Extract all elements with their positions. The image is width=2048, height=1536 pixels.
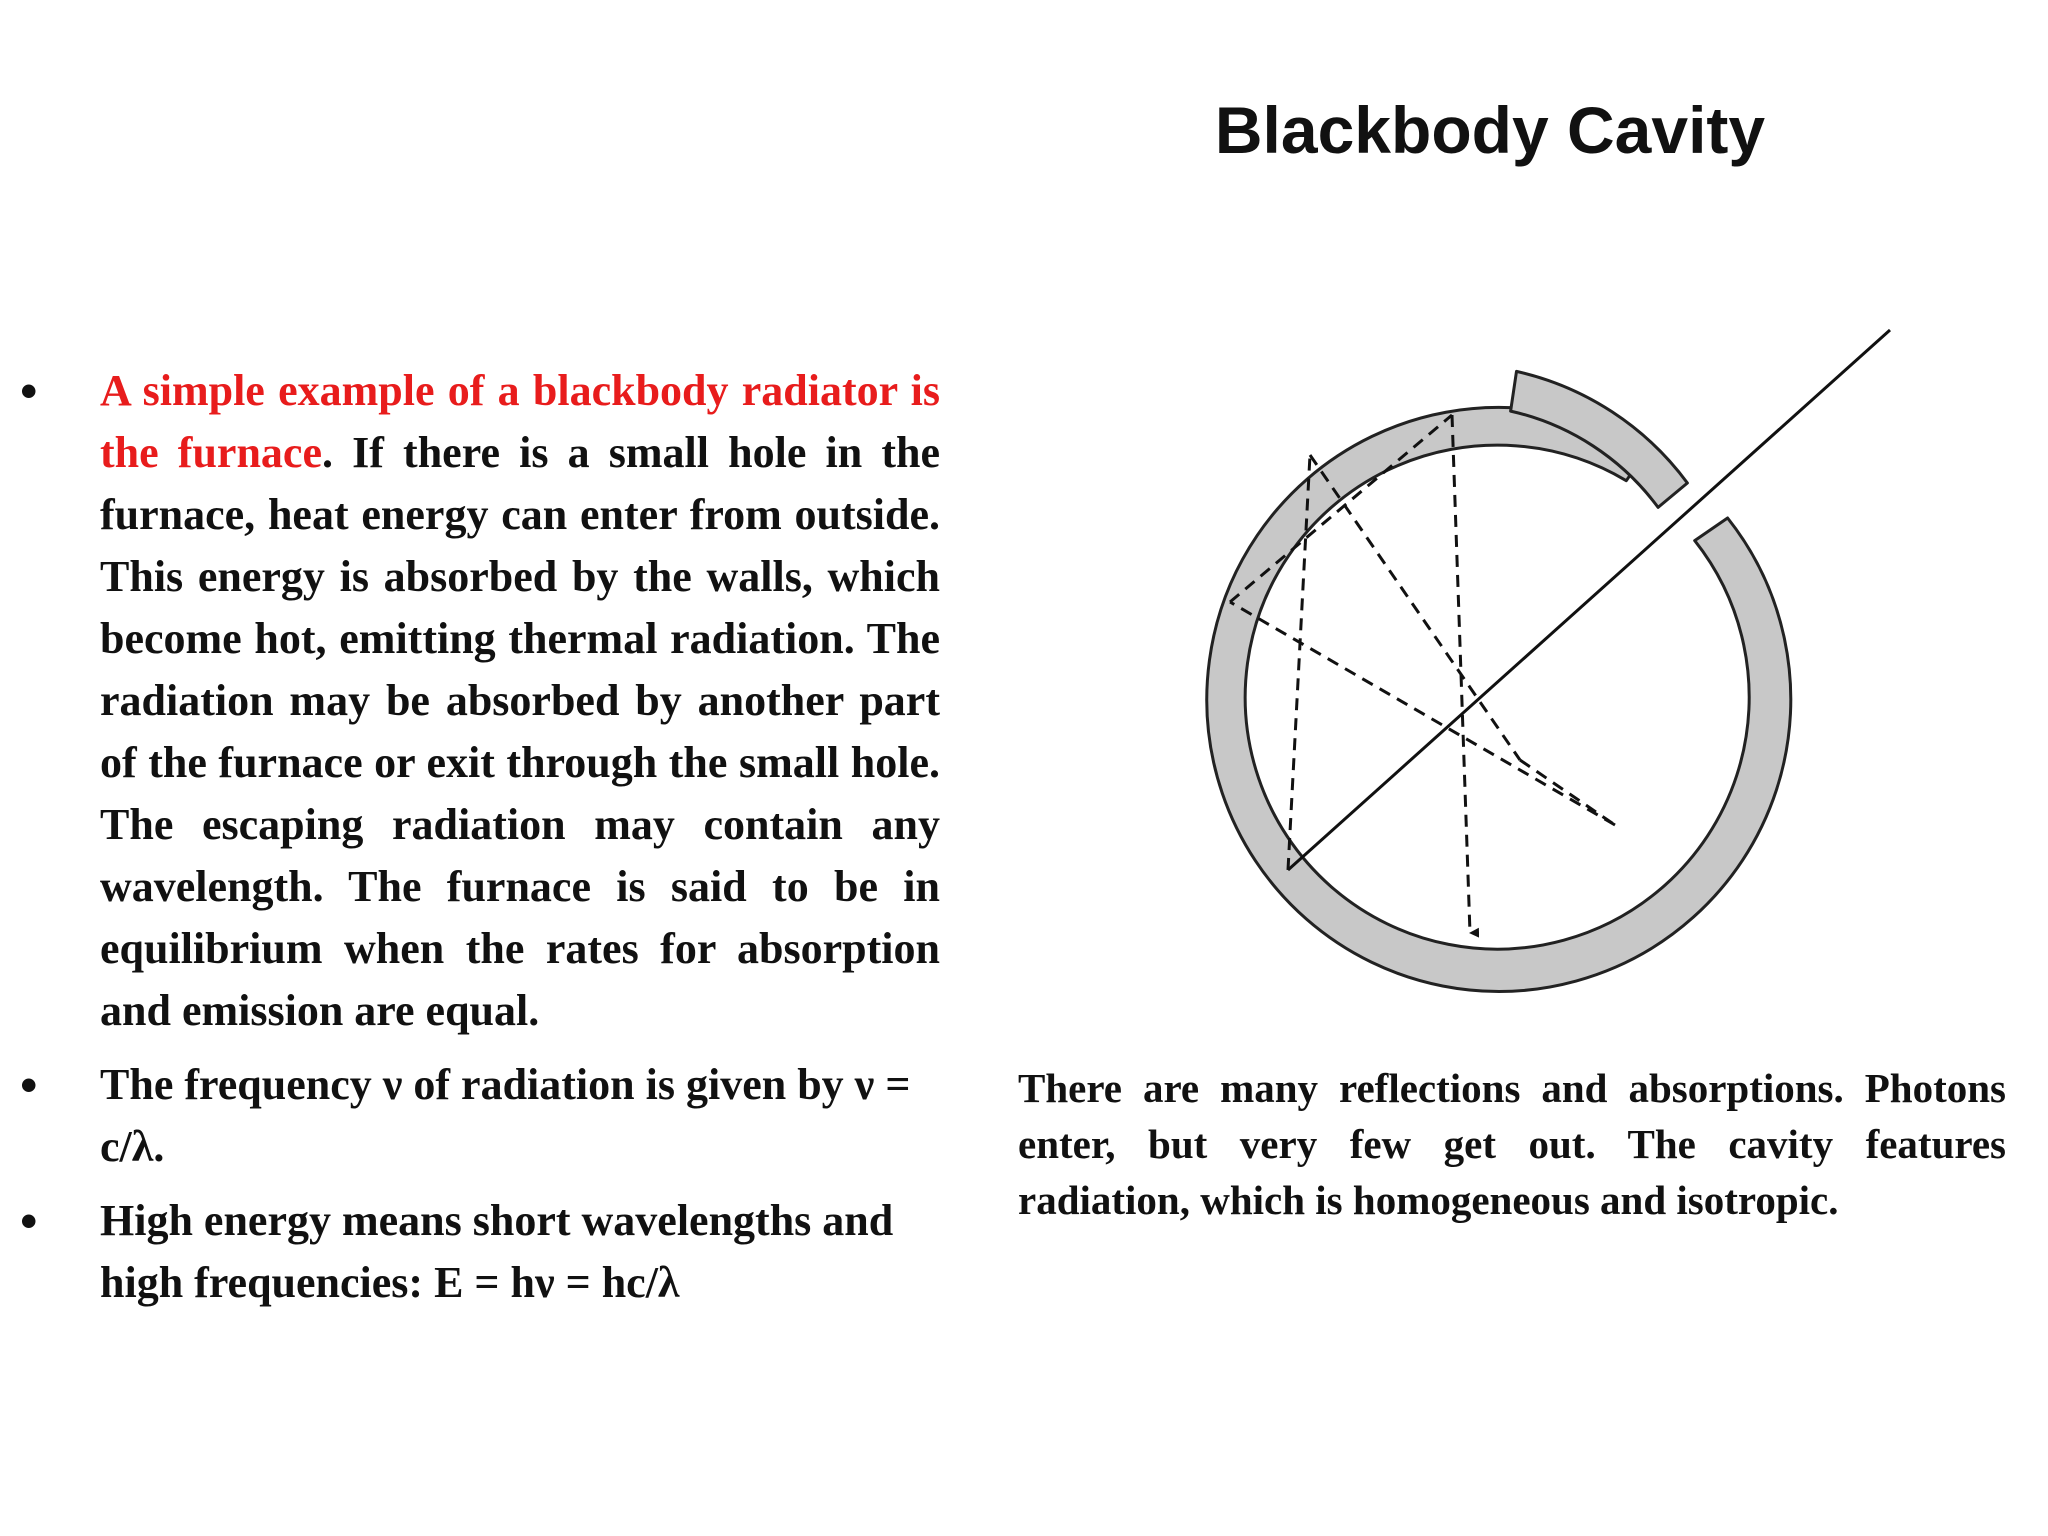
page-title: Blackbody Cavity [1214, 93, 1766, 167]
bullet-marker: • [20, 1057, 38, 1113]
body-text: . If there is a small hole in the furnace, heat energy can enter from outside. This energy is absorbed by the walls, which become hot, emitting thermal radiation. The radiation may be absorbed by another part of the furnace or exit through the small hole. The escaping radiation may contain any wavelength. The furnace is said to be in equilibrium when the rates for absorption and emission are equal. [100, 428, 940, 1035]
bullet-item-furnace [0, 360, 940, 1042]
diagram-caption: There are many reflections and absorptions. Photons enter, but very few get out. The cavity features radiation, which is homogeneous and isotropic. [1018, 1065, 2006, 1223]
bullet-text-energy: High energy means short wavelengths and high frequencies: E = hν = hc/λ [100, 1196, 894, 1307]
bullet-marker: • [20, 363, 38, 419]
cavity-wall-main [1207, 407, 1791, 991]
bullet-marker: • [20, 1193, 38, 1249]
bullet-item-energy [0, 1190, 940, 1314]
blackbody-cavity-diagram [1130, 300, 1930, 1020]
highlighted-text: A simple example of a blackbody radiator is the furnace [100, 366, 940, 477]
bullet-item-frequency [0, 1054, 940, 1178]
bullet-list [0, 360, 940, 1326]
bullet-text-frequency: The frequency ν of radiation is given by ν = c/λ. [100, 1060, 911, 1171]
bullet-text-furnace [100, 360, 940, 1042]
